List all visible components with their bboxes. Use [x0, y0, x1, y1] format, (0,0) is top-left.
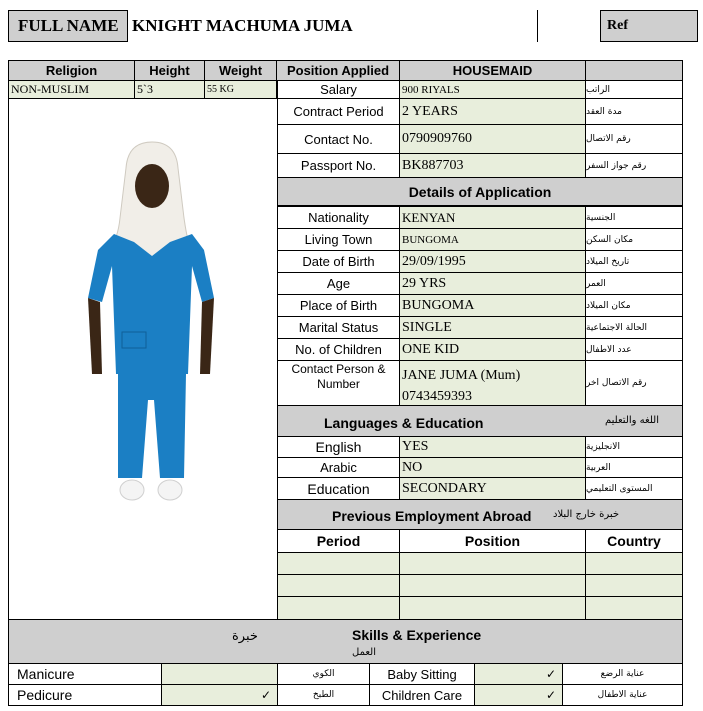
employment-col-period: Period — [277, 529, 400, 553]
full-name-label: FULL NAME — [18, 16, 119, 35]
age-value: 29 YRS — [399, 272, 586, 295]
employment-row — [399, 596, 586, 620]
position-applied-header: Position Applied — [276, 60, 400, 81]
religion-header: Religion — [8, 60, 135, 81]
languages-section-title: Languages & Education — [324, 415, 484, 431]
living-town-label: Living Town — [277, 228, 400, 251]
age-arabic: العمر — [585, 272, 683, 295]
skill-children-care-arabic: عناية الاطفال — [562, 684, 683, 706]
weight-value: 55 KG — [204, 80, 277, 99]
contact-person-label-line1: Contact Person & — [291, 362, 386, 376]
english-arabic: الانجليزية — [585, 436, 683, 458]
contact-no-arabic: رقم الاتصال — [585, 124, 683, 154]
living-town-arabic: مكان السكن — [585, 228, 683, 251]
skill-baby-sitting-label: Baby Sitting — [369, 663, 475, 685]
skill-manicure-label: Manicure — [8, 663, 162, 685]
date-of-birth-value: 29/09/1995 — [399, 250, 586, 273]
employment-row — [277, 552, 400, 575]
skills-section-title: Skills & Experience — [352, 627, 482, 643]
employment-row — [585, 574, 683, 597]
marital-status-value: SINGLE — [399, 316, 586, 339]
skills-section-title-arabic: العمل — [352, 647, 377, 658]
contact-person-arabic: رقم الاتصال اخر — [585, 360, 683, 406]
english-value: YES — [399, 436, 586, 458]
nationality-label: Nationality — [277, 206, 400, 229]
height-value: 5`3 — [134, 80, 205, 99]
contact-person-name: JANE JUMA (Mum) — [402, 368, 521, 383]
employment-col-position: Position — [399, 529, 586, 553]
employment-row — [399, 574, 586, 597]
date-of-birth-arabic: تاريخ الميلاد — [585, 250, 683, 273]
employment-col-country: Country — [585, 529, 683, 553]
applicant-photo — [80, 138, 220, 504]
marital-status-label: Marital Status — [277, 316, 400, 339]
skill-pedicure-label: Pedicure — [8, 684, 162, 706]
arabic-value: NO — [399, 457, 586, 478]
passport-no-arabic: رقم جواز السفر — [585, 153, 683, 178]
contract-period-arabic: مدة العقد — [585, 98, 683, 125]
salary-arabic: الراتب — [585, 80, 683, 99]
skill-manicure-check — [161, 663, 278, 685]
passport-no-label: Passport No. — [277, 153, 400, 178]
skill-baby-sitting-check: ✓ — [474, 663, 563, 685]
arabic-label: Arabic — [277, 457, 400, 478]
date-of-birth-label: Date of Birth — [277, 250, 400, 273]
skills-header-bar — [8, 619, 683, 664]
languages-section-title-arabic: اللغه والتعليم — [605, 415, 659, 426]
skill-pedicure-arabic: الطبخ — [277, 684, 370, 706]
contact-no-value: 0790909760 — [399, 124, 586, 154]
english-label: English — [277, 436, 400, 458]
salary-value: 900 RIYALS — [399, 80, 586, 99]
skill-baby-sitting-arabic: عناية الرضع — [562, 663, 683, 685]
employment-row — [399, 552, 586, 575]
education-value: SECONDARY — [399, 477, 586, 500]
employment-section-title-arabic: خبرة خارج البلاد — [553, 509, 620, 520]
place-of-birth-arabic: مكان الميلاد — [585, 294, 683, 317]
salary-label: Salary — [277, 80, 400, 99]
contact-person-label-line2: Number — [317, 377, 360, 391]
contact-no-label: Contact No. — [277, 124, 400, 154]
nationality-value: KENYAN — [399, 206, 586, 229]
children-value: ONE KID — [399, 338, 586, 361]
education-label: Education — [277, 477, 400, 500]
employment-row — [585, 552, 683, 575]
details-section-title: Details of Application — [277, 177, 683, 206]
employment-row — [277, 596, 400, 620]
skill-children-care-check: ✓ — [474, 684, 563, 706]
full-name-value: KNIGHT MACHUMA JUMA — [127, 10, 537, 42]
nationality-arabic: الجنسية — [585, 206, 683, 229]
contract-period-value: 2 YEARS — [399, 98, 586, 125]
arabic-arabic: العربية — [585, 457, 683, 478]
children-arabic: عدد الاطفال — [585, 338, 683, 361]
skill-children-care-label: Children Care — [369, 684, 475, 706]
header-blank — [537, 10, 600, 42]
employment-row — [585, 596, 683, 620]
height-header: Height — [134, 60, 205, 81]
passport-no-value: BK887703 — [399, 153, 586, 178]
position-applied-value: HOUSEMAID — [399, 60, 586, 81]
children-label: No. of Children — [277, 338, 400, 361]
marital-status-arabic: الحالة الاجتماعية — [585, 316, 683, 339]
skills-left-arabic: خبرة — [232, 629, 258, 644]
skill-manicure-arabic: الكوي — [277, 663, 370, 685]
position-blank — [585, 60, 683, 81]
skill-pedicure-check: ✓ — [161, 684, 278, 706]
education-arabic: المستوى التعليمي — [585, 477, 683, 500]
weight-header: Weight — [204, 60, 277, 81]
contract-period-label: Contract Period — [277, 98, 400, 125]
age-label: Age — [277, 272, 400, 295]
ref-label: Ref — [600, 10, 698, 42]
employment-section-title: Previous Employment Abroad — [332, 508, 532, 524]
place-of-birth-value: BUNGOMA — [399, 294, 586, 317]
living-town-value: BUNGOMA — [399, 228, 586, 251]
religion-value: NON-MUSLIM — [8, 80, 135, 99]
place-of-birth-label: Place of Birth — [277, 294, 400, 317]
employment-row — [277, 574, 400, 597]
contact-person-number: 0743459393 — [402, 389, 472, 404]
